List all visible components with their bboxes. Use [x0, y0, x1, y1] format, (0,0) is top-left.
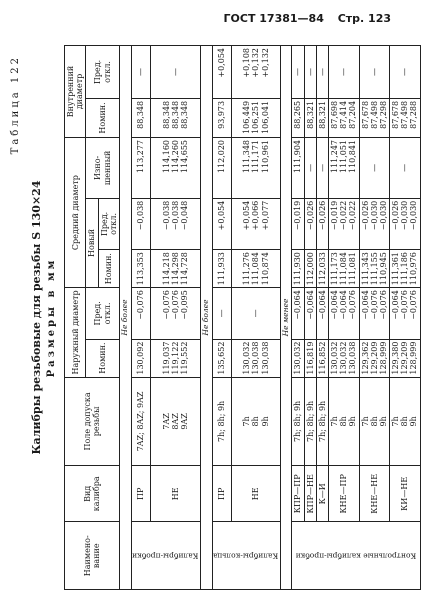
cell-outer-pred: −0,076 — [131, 288, 151, 339]
cell-middle-worn: 114,160 114,260 114,655 — [151, 137, 201, 198]
group-kolca: Калибры-кольца — [212, 522, 280, 590]
cell-middle-pred: +0,054 +0,066 +0,077 — [232, 198, 281, 249]
cell-pole: 7h 8h 9h — [359, 377, 390, 466]
col-outer-nomin: Номин. — [86, 339, 120, 377]
cell-outer-pred: −0,064 — [304, 288, 316, 339]
table-row — [151, 46, 201, 590]
cell-middle-pred: −0,019 — [292, 198, 304, 249]
cell-inner-pred: — — [131, 46, 151, 99]
cell-outer-pred: −0,064 — [316, 288, 328, 339]
cell-pole: 7h; 8h; 9h — [316, 377, 328, 466]
col-vid: Вид калибра — [65, 466, 120, 522]
cell-middle-worn: 111,904 — [292, 137, 304, 198]
cell-middle-worn: — — [316, 137, 328, 198]
table-row — [212, 46, 231, 590]
cell-outer-nomin: 129,380 129,209 128,999 — [390, 339, 421, 377]
cell-vid: НЕ — [151, 466, 201, 522]
cell-inner-nomin: 88,348 88,348 88,348 — [151, 98, 201, 137]
cell-pole: 7h 8h 9h — [328, 377, 359, 466]
cell-inner-pred: — — [151, 46, 201, 99]
cell-middle-worn: — — [359, 137, 390, 198]
cell-pole: 7h; 8h; 9h — [212, 377, 231, 466]
cell-outer-nomin: 116,852 — [316, 339, 328, 377]
table-row — [328, 46, 359, 590]
cell-outer-pred: −0,064 −0,076 −0,076 — [390, 288, 421, 339]
cell-middle-nomin: 111,361 111,186 110,976 — [390, 250, 421, 288]
cell-middle-nomin: 112,033 — [316, 250, 328, 288]
table-row — [390, 46, 421, 590]
cell-inner-pred: +0,108 +0,132 +0,132 — [232, 46, 281, 99]
cell-middle-worn: 111,348 111,171 110,961 — [232, 137, 281, 198]
cell-middle-worn: — — [304, 137, 316, 198]
col-middle-worn: Изно-шенный — [86, 137, 120, 198]
cell-middle-worn: 112,020 — [212, 137, 231, 198]
cell-vid: ПР — [212, 466, 231, 522]
cell-middle-worn: 113,277 — [131, 137, 151, 198]
cell-middle-pred: −0,026 −0,030 −0,030 — [359, 198, 390, 249]
cell-outer-pred: −0,064 −0,064 −0,076 — [328, 288, 359, 339]
gauges-table — [64, 45, 421, 590]
cell-middle-nomin: 111,933 — [212, 250, 231, 288]
page-header — [214, 12, 391, 25]
cell-outer-nomin: 135,652 — [212, 339, 231, 377]
cell-inner-pred: +0,054 — [212, 46, 231, 99]
cell-middle-nomin: 114,218 114,298 114,728 — [151, 250, 201, 288]
cell-middle-nomin: 112,000 — [304, 250, 316, 288]
col-outer: Наружный диаметр — [65, 288, 86, 377]
col-inner: Внутренний диаметр — [65, 46, 86, 138]
note-ne-menee: Не менее — [280, 46, 292, 590]
cell-pole: 7h 8h 9h — [232, 377, 281, 466]
col-pole: Поле допуска резьбы — [65, 377, 120, 466]
cell-pole: 7h; 8h; 9h — [292, 377, 304, 466]
cell-inner-pred: — — [304, 46, 316, 99]
note-ne-bolee: Не более — [200, 46, 212, 590]
cell-middle-pred: −0,026 — [304, 198, 316, 249]
table-row — [232, 46, 281, 590]
table-row — [292, 46, 304, 590]
cell-inner-nomin: 88,265 — [292, 98, 304, 137]
col-middle: Средний диаметр — [65, 137, 86, 287]
col-middle-new: Новый — [86, 198, 98, 287]
cell-vid: КПР—НЕ — [304, 466, 316, 522]
group-probki: Калибры-пробки — [131, 522, 200, 590]
cell-inner-nomin: 88,348 — [131, 98, 151, 137]
cell-inner-nomin: 87,678 87,498 87,288 — [390, 98, 421, 137]
page-number: Стр. 123 — [337, 12, 391, 25]
cell-outer-nomin: 130,092 — [131, 339, 151, 377]
rotated-table-block — [10, 45, 419, 590]
col-inner-pred: Пред. откл. — [86, 46, 120, 99]
cell-middle-pred: −0,038 — [131, 198, 151, 249]
table-row — [359, 46, 390, 590]
col-naimenovanie: Наимено-вание — [65, 522, 120, 590]
col-outer-pred: Пред. откл. — [86, 288, 120, 339]
cell-outer-pred: −0,064 −0,076 −0,076 — [359, 288, 390, 339]
cell-inner-nomin: 88,321 — [316, 98, 328, 137]
cell-outer-pred: −0,064 — [292, 288, 304, 339]
cell-outer-nomin: 130,032 — [292, 339, 304, 377]
cell-middle-nomin: 111,343 111,155 110,945 — [359, 250, 390, 288]
cell-pole: 7h 8h 9h — [390, 377, 421, 466]
cell-middle-pred: −0,026 — [316, 198, 328, 249]
cell-inner-nomin: 106,449 106,251 106,041 — [232, 98, 281, 137]
group-control: Контрольные калибры-пробки — [292, 522, 420, 590]
units-label: Размеры в мм — [46, 257, 57, 378]
cell-vid: ПР — [131, 466, 151, 522]
col-inner-nomin: Номин. — [86, 98, 120, 137]
cell-pole: 7AZ 8AZ 9AZ — [151, 377, 201, 466]
cell-middle-nomin: 111,276 111,084 110,874 — [232, 250, 281, 288]
cell-inner-pred: — — [390, 46, 421, 99]
table-caption: Калибры резьбовые для резьбы S 130×24 — [30, 180, 43, 455]
cell-vid: КНЕ—ПР — [328, 466, 359, 522]
cell-inner-pred: — — [328, 46, 359, 99]
cell-inner-nomin: 87,698 87,414 87,204 — [328, 98, 359, 137]
cell-outer-pred: — — [212, 288, 231, 339]
cell-inner-pred: — — [359, 46, 390, 99]
cell-outer-pred: — — [232, 288, 281, 339]
cell-outer-nomin: 130,032 130,038 130,038 — [232, 339, 281, 377]
cell-vid: КНЕ—НЕ — [359, 466, 390, 522]
cell-inner-nomin: 93,973 — [212, 98, 231, 137]
cell-outer-pred: −0,076 −0,076 −0,095 — [151, 288, 201, 339]
col-middle-pred: Пред. откл. — [98, 198, 119, 249]
cell-middle-pred: +0,054 — [212, 198, 231, 249]
cell-outer-nomin: 116,819 — [304, 339, 316, 377]
note-row — [280, 46, 292, 590]
cell-inner-pred: — — [316, 46, 328, 99]
col-middle-nomin: Номин. — [98, 250, 119, 288]
note-ne-bolee: Не более — [119, 46, 131, 590]
cell-pole: 7AZ; 8AZ; 9AZ — [131, 377, 151, 466]
cell-middle-nomin: 111,173 111,084 111,081 — [328, 250, 359, 288]
cell-middle-pred: −0,019 −0,022 −0,022 — [328, 198, 359, 249]
note-row — [119, 46, 131, 590]
table-row — [131, 46, 151, 590]
cell-outer-nomin: 130,032 130,032 130,038 — [328, 339, 359, 377]
cell-inner-pred: — — [292, 46, 304, 99]
cell-middle-pred: −0,026 −0,030 −0,030 — [390, 198, 421, 249]
cell-pole: 7h; 8h; 9h — [304, 377, 316, 466]
note-row — [200, 46, 212, 590]
standard-number: ГОСТ 17381—84 — [223, 12, 324, 25]
table-row — [316, 46, 328, 590]
cell-middle-worn: 111,247 111,051 110,841 — [328, 137, 359, 198]
cell-middle-nomin: 113,353 — [131, 250, 151, 288]
cell-middle-pred: −0,038 −0,038 −0,048 — [151, 198, 201, 249]
cell-inner-nomin: 88,321 — [304, 98, 316, 137]
cell-vid: НЕ — [232, 466, 281, 522]
cell-middle-worn: — — [390, 137, 421, 198]
cell-vid: К—И — [316, 466, 328, 522]
table-label: Таблица 122 — [10, 55, 21, 155]
cell-middle-nomin: 111,930 — [292, 250, 304, 288]
cell-outer-nomin: 119,037 119,122 119,552 — [151, 339, 201, 377]
cell-vid: КИ—НЕ — [390, 466, 421, 522]
cell-inner-nomin: 87,678 87,498 87,298 — [359, 98, 390, 137]
cell-outer-nomin: 129,362 129,209 128,999 — [359, 339, 390, 377]
cell-vid: КПР—ПР — [292, 466, 304, 522]
table-row — [304, 46, 316, 590]
